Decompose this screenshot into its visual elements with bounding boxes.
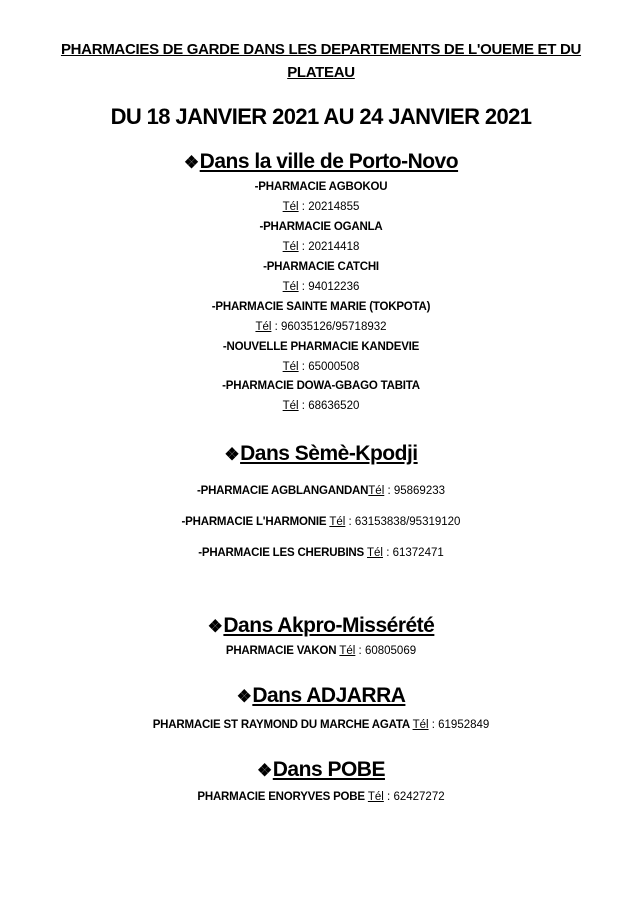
section-heading-porto-novo bbox=[0, 150, 642, 174]
phone-number: : 61372471 bbox=[383, 547, 444, 559]
tel-label: Tél bbox=[367, 547, 383, 559]
pharmacy-phone bbox=[0, 201, 642, 213]
pharmacy-name: -PHARMACIE CATCHI bbox=[263, 261, 379, 273]
phone-number: : 20214855 bbox=[298, 201, 360, 213]
section-heading-akpro-misserete bbox=[0, 614, 642, 638]
tel-label: Tél bbox=[282, 281, 299, 293]
pharmacy-name: -PHARMACIE OGANLA bbox=[259, 221, 383, 233]
phone-number: : 60805069 bbox=[355, 645, 417, 657]
section-heading-adjarra bbox=[0, 684, 642, 708]
tel-label: Tél bbox=[329, 516, 346, 528]
phone-number: : 20214418 bbox=[298, 241, 360, 253]
phone-number: : 61952849 bbox=[428, 719, 490, 731]
pharmacy-name: -PHARMACIE AGBOKOU bbox=[254, 181, 388, 193]
tel-label: Tél bbox=[282, 400, 299, 412]
section-heading-pobe bbox=[0, 758, 642, 782]
date-range-heading: DU 18 JANVIER 2021 AU 24 JANVIER 2021 bbox=[110, 104, 532, 129]
section-title: Dans POBE bbox=[272, 758, 385, 781]
section-title: Dans Akpro-Missérété bbox=[223, 614, 435, 637]
tel-label: Tél bbox=[282, 241, 299, 253]
pharmacy-name: -PHARMACIE L'HARMONIE bbox=[181, 516, 330, 528]
pharmacy-entry bbox=[0, 645, 642, 657]
pharmacy-name: -NOUVELLE PHARMACIE KANDEVIE bbox=[222, 341, 420, 353]
tel-label: Tél bbox=[412, 719, 429, 731]
phone-number: : 65000508 bbox=[298, 361, 360, 373]
phone-number: : 62427272 bbox=[383, 791, 445, 803]
document-title-line-1: PHARMACIES DE GARDE DANS LES DEPARTEMENTS DE L'OUEME ET DU bbox=[60, 41, 582, 58]
phone-number: : 63153838/95319120 bbox=[345, 516, 461, 528]
pharmacy-name: -PHARMACIE AGBLANGANDAN bbox=[196, 485, 369, 497]
section-title: Dans la ville de Porto-Novo bbox=[199, 150, 459, 173]
tel-label: Tél bbox=[339, 645, 356, 657]
phone-number: : 68636520 bbox=[298, 400, 360, 412]
pharmacy-phone bbox=[0, 281, 642, 293]
pharmacy-phone bbox=[0, 361, 642, 373]
tel-label: Tél bbox=[282, 361, 299, 373]
pharmacy-entry bbox=[0, 719, 642, 731]
pharmacy-name: PHARMACIE VAKON bbox=[225, 645, 340, 657]
pharmacy-entry bbox=[0, 485, 642, 497]
phone-number: : 94012236 bbox=[298, 281, 360, 293]
pharmacy-phone bbox=[0, 400, 642, 412]
phone-number: : 96035126/95718932 bbox=[271, 321, 387, 333]
pharmacy-phone bbox=[0, 321, 642, 333]
pharmacy-name: -PHARMACIE LES CHERUBINS bbox=[198, 547, 368, 559]
tel-label: Tél bbox=[367, 791, 384, 803]
diamond-bullet-icon: ❖ bbox=[207, 617, 223, 636]
tel-label: Tél bbox=[282, 201, 299, 213]
document-title-line-2: PLATEAU bbox=[287, 64, 355, 81]
pharmacy-entry bbox=[0, 791, 642, 803]
pharmacy-entry bbox=[0, 547, 642, 559]
diamond-bullet-icon: ❖ bbox=[183, 153, 199, 172]
section-heading-seme-kpodji bbox=[0, 442, 642, 466]
pharmacy-name: -PHARMACIE SAINTE MARIE (TOKPOTA) bbox=[211, 301, 431, 313]
pharmacy-name: PHARMACIE ENORYVES POBE bbox=[197, 791, 368, 803]
tel-label: Tél bbox=[368, 485, 385, 497]
section-title: Dans Sèmè-Kpodji bbox=[240, 442, 418, 465]
section-title: Dans ADJARRA bbox=[252, 684, 406, 707]
pharmacy-name: -PHARMACIE DOWA-GBAGO TABITA bbox=[222, 380, 420, 392]
diamond-bullet-icon: ❖ bbox=[224, 445, 240, 464]
phone-number: : 95869233 bbox=[384, 485, 446, 497]
diamond-bullet-icon: ❖ bbox=[236, 687, 252, 706]
diamond-bullet-icon: ❖ bbox=[257, 761, 272, 780]
tel-label: Tél bbox=[255, 321, 272, 333]
pharmacy-name: PHARMACIE ST RAYMOND DU MARCHE AGATA bbox=[152, 719, 413, 731]
pharmacy-phone bbox=[0, 241, 642, 253]
pharmacy-entry bbox=[0, 516, 642, 528]
